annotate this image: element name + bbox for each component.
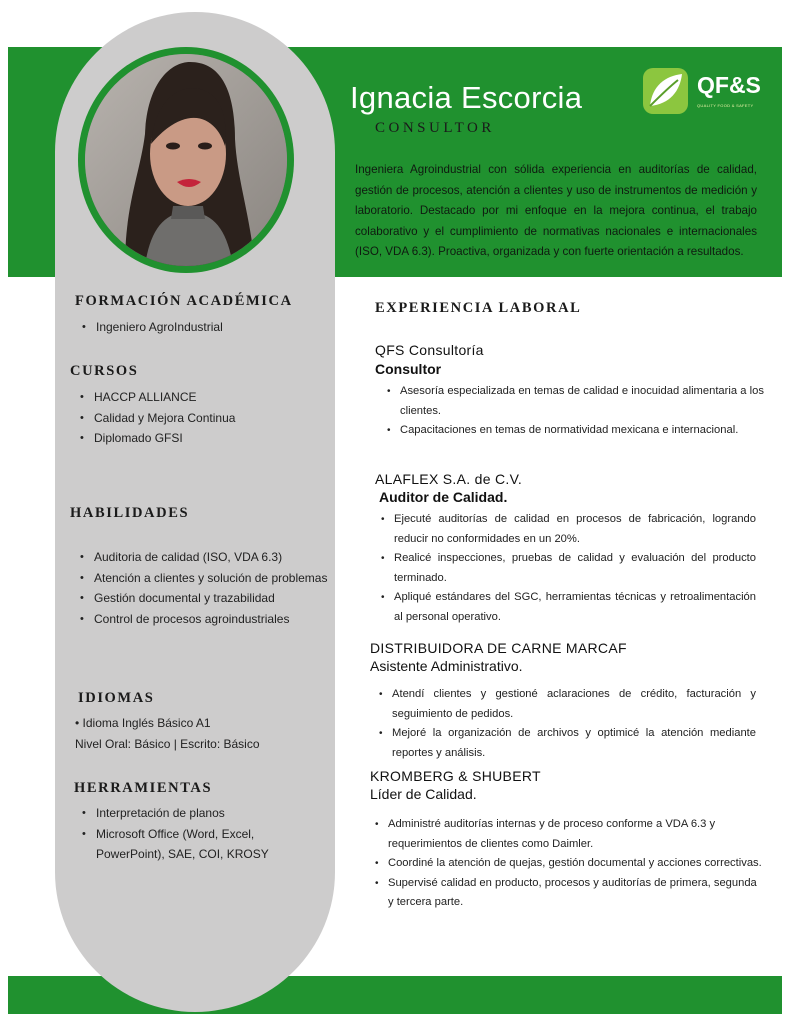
profile-photo	[85, 54, 287, 266]
list-item: • Gestión documental y trazabilidad	[94, 588, 334, 609]
experience-title: EXPERIENCIA LABORAL	[375, 300, 582, 316]
job-bullets	[376, 382, 764, 441]
language-level: • Idioma Inglés Básico A1	[75, 716, 211, 730]
candidate-name: Ignacia Escorcia	[350, 80, 583, 115]
logo-tagline: QUALITY FOOD & SAFETY	[697, 103, 754, 108]
skills-list	[74, 547, 334, 629]
job-position: Líder de Calidad.	[370, 786, 477, 802]
job-position: Consultor	[375, 361, 442, 377]
list-item: • Interpretación de planos	[96, 803, 296, 824]
education-list	[76, 317, 336, 338]
job-company: DISTRIBUIDORA DE CARNE MARCAF	[370, 640, 627, 656]
job-bullets	[370, 510, 756, 627]
list-item: • Atendí clientes y gestioné aclaraciones de crédito, facturación y seguimiento de pedidos.	[392, 685, 756, 724]
list-item: • Microsoft Office (Word, Excel, PowerPoint), SAE, COI, KROSY	[96, 824, 296, 865]
list-item: • Capacitaciones en temas de normatividad mexicana e internacional.	[400, 421, 764, 441]
languages-title: IDIOMAS	[78, 690, 155, 706]
tools-list	[76, 803, 296, 865]
list-item: • Calidad y Mejora Continua	[94, 408, 334, 429]
list-item: • Asesoría especializada en temas de calidad e inocuidad alimentaria a los clientes.	[400, 382, 764, 421]
list-item: • Apliqué estándares del SGC, herramientas técnicas y retroalimentación al personal operativo.	[394, 588, 756, 627]
job-bullets	[368, 685, 756, 763]
tools-title: HERRAMIENTAS	[74, 780, 213, 796]
job-company: ALAFLEX S.A. de C.V.	[375, 471, 523, 487]
courses-title: CURSOS	[70, 363, 139, 379]
list-item: • Control de procesos agroindustriales	[94, 609, 334, 630]
logo-wordmark: QF&S	[697, 72, 761, 98]
list-item: • Diplomado GFSI	[94, 428, 334, 449]
job-position: Auditor de Calidad.	[379, 489, 508, 505]
list-item: • Administré auditorías internas y de proceso conforme a VDA 6.3 y requerimientos de clientes como Daimler.	[388, 815, 764, 854]
list-item: • Coordiné la atención de quejas, gestión documental y acciones correctivas.	[388, 854, 764, 874]
job-bullets	[364, 815, 764, 913]
list-item: • Supervisé calidad en producto, procesos y auditorías de primera, segunda y tercera parte.	[388, 874, 764, 913]
list-item: • Realicé inspecciones, pruebas de calidad y evaluación del producto terminado.	[394, 549, 756, 588]
list-item: • Ejecuté auditorías de calidad en procesos de fabricación, logrando reducir no conformidades en un 20%.	[394, 510, 756, 549]
courses-list	[74, 387, 334, 449]
list-item: • Atención a clientes y solución de problemas	[94, 568, 334, 589]
skills-title: HABILIDADES	[70, 505, 190, 521]
profile-summary: Ingeniera Agroindustrial con sólida experiencia en auditorías de calidad, gestión de procesos, atención a clientes y uso de instrumentos de medición y laboratorio. Destacado por mi enfoque en la mejora continua, el trabajo colaborativo y el cumplimiento de normativas nacionales e internacionales (ISO, VDA 6.3). Proactiva, organizada y con fuerte orientación a resultados.	[355, 163, 757, 258]
portrait-illustration-icon	[85, 54, 287, 266]
education-title: FORMACIÓN ACADÉMICA	[75, 293, 293, 309]
job-company: QFS Consultoría	[375, 342, 484, 358]
list-item: • HACCP ALLIANCE	[94, 387, 334, 408]
list-item: • Auditoria de calidad (ISO, VDA 6.3)	[94, 547, 334, 568]
job-company: KROMBERG & SHUBERT	[370, 768, 541, 784]
candidate-role: CONSULTOR	[375, 120, 495, 136]
language-detail: Nivel Oral: Básico | Escrito: Básico	[75, 737, 260, 751]
job-position: Asistente Administrativo.	[370, 658, 523, 674]
list-item: • Ingeniero AgroIndustrial	[96, 317, 336, 338]
list-item: • Mejoré la organización de archivos y optimicé la atención mediante reportes y análisis.	[392, 724, 756, 763]
